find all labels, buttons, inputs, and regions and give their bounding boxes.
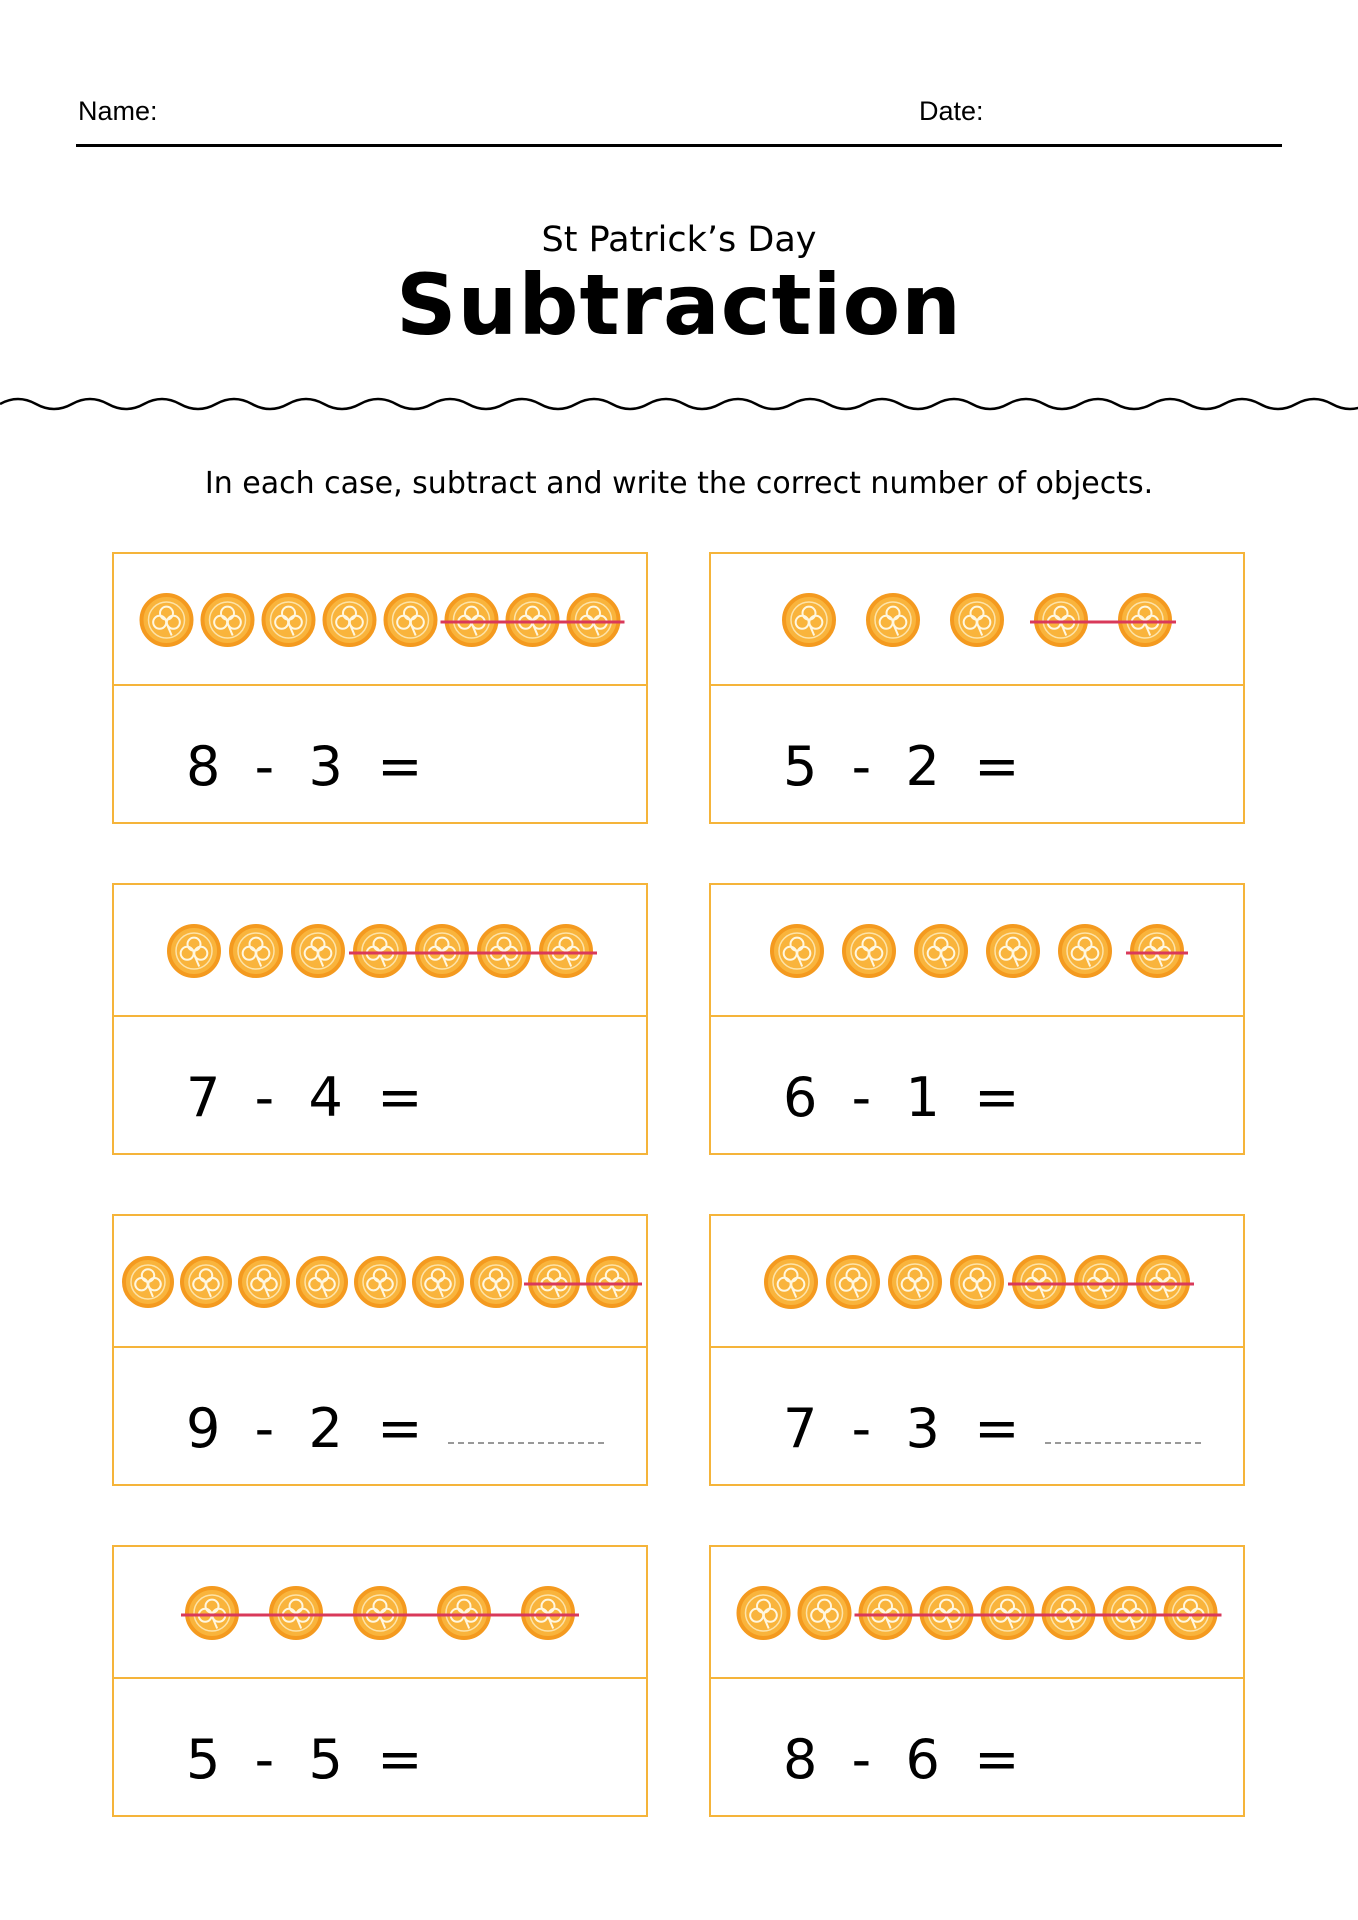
shamrock-coin-icon [325, 595, 375, 645]
coin-row-graphic [711, 1216, 1243, 1344]
answer-blank[interactable] [1045, 1442, 1201, 1444]
shamrock-coin-icon [523, 1588, 573, 1638]
shamrock-coin-icon [298, 1258, 346, 1306]
shamrock-coin-icon [355, 926, 405, 976]
equation-text: 5 - 2 = [783, 735, 1020, 798]
coin-row [114, 1216, 646, 1348]
shamrock-coin-icon [1044, 1588, 1094, 1638]
shamrock-coin-icon [439, 1588, 489, 1638]
shamrock-coin-icon [356, 1258, 404, 1306]
coin-row-graphic [711, 554, 1243, 682]
shamrock-coin-icon [293, 926, 343, 976]
problem-card [709, 1214, 1245, 1486]
equation-text: 7 - 3 = [783, 1397, 1020, 1460]
shamrock-coin-icon [988, 926, 1038, 976]
coin-row-graphic [711, 1547, 1243, 1675]
coin-row-graphic [114, 554, 646, 682]
shamrock-coin-icon [800, 1588, 850, 1638]
shamrock-coin-icon [1166, 1588, 1216, 1638]
shamrock-coin-icon [569, 595, 619, 645]
date-label: Date: [919, 96, 984, 126]
shamrock-coin-icon [1105, 1588, 1155, 1638]
coin-row [711, 554, 1243, 686]
shamrock-coin-icon [355, 1588, 405, 1638]
shamrock-coin-icon [447, 595, 497, 645]
shamrock-coin-icon [1138, 1257, 1188, 1307]
shamrock-coin-icon [784, 595, 834, 645]
problem-card [709, 883, 1245, 1155]
shamrock-coin-icon [952, 1257, 1002, 1307]
shamrock-coin-icon [187, 1588, 237, 1638]
coin-row [114, 1547, 646, 1679]
answer-blank[interactable] [448, 1442, 604, 1444]
shamrock-coin-icon [828, 1257, 878, 1307]
shamrock-coin-icon [142, 595, 192, 645]
shamrock-coin-icon [1060, 926, 1110, 976]
coin-row [114, 554, 646, 686]
shamrock-coin-icon [1076, 1257, 1126, 1307]
coin-row [711, 1547, 1243, 1679]
equation-text: 8 - 3 = [186, 735, 423, 798]
shamrock-coin-icon [124, 1258, 172, 1306]
shamrock-coin-icon [386, 595, 436, 645]
shamrock-coin-icon [890, 1257, 940, 1307]
shamrock-coin-icon [508, 595, 558, 645]
equation-text: 8 - 6 = [783, 1728, 1020, 1791]
coin-row-graphic [114, 1547, 646, 1675]
coin-row [711, 1216, 1243, 1348]
problem-card [112, 1214, 648, 1486]
worksheet-title: Subtraction [396, 256, 962, 354]
problem-card [112, 883, 648, 1155]
header-underline [76, 144, 1282, 147]
coin-row-graphic [114, 885, 646, 1013]
instructions-text: In each case, subtract and write the correct number of objects. [204, 466, 1154, 501]
shamrock-coin-icon [772, 926, 822, 976]
shamrock-coin-icon [1036, 595, 1086, 645]
coin-row-graphic [711, 885, 1243, 1013]
coin-row [711, 885, 1243, 1017]
shamrock-coin-icon [414, 1258, 462, 1306]
shamrock-coin-icon [472, 1258, 520, 1306]
shamrock-coin-icon [1014, 1257, 1064, 1307]
shamrock-coin-icon [203, 595, 253, 645]
shamrock-coin-icon [1120, 595, 1170, 645]
shamrock-coin-icon [271, 1588, 321, 1638]
shamrock-coin-icon [983, 1588, 1033, 1638]
shamrock-coin-icon [169, 926, 219, 976]
problem-card [709, 552, 1245, 824]
equation-text: 6 - 1 = [783, 1066, 1020, 1129]
equation-text: 5 - 5 = [186, 1728, 423, 1791]
shamrock-coin-icon [240, 1258, 288, 1306]
equation-text: 9 - 2 = [186, 1397, 423, 1460]
shamrock-coin-icon [231, 926, 281, 976]
wavy-divider [0, 386, 1358, 426]
shamrock-coin-icon [916, 926, 966, 976]
equation-text: 7 - 4 = [186, 1066, 423, 1129]
shamrock-coin-icon [264, 595, 314, 645]
coin-row [114, 885, 646, 1017]
shamrock-coin-icon [952, 595, 1002, 645]
shamrock-coin-icon [766, 1257, 816, 1307]
shamrock-coin-icon [182, 1258, 230, 1306]
shamrock-coin-icon [1132, 926, 1182, 976]
worksheet-subtitle: St Patrick’s Day [541, 220, 817, 260]
shamrock-coin-icon [861, 1588, 911, 1638]
shamrock-coin-icon [844, 926, 894, 976]
shamrock-coin-icon [541, 926, 591, 976]
shamrock-coin-icon [922, 1588, 972, 1638]
shamrock-coin-icon [739, 1588, 789, 1638]
problem-card [709, 1545, 1245, 1817]
shamrock-coin-icon [479, 926, 529, 976]
coin-row-graphic [114, 1216, 646, 1344]
shamrock-coin-icon [868, 595, 918, 645]
shamrock-coin-icon [417, 926, 467, 976]
shamrock-coin-icon [588, 1258, 636, 1306]
problem-card [112, 552, 648, 824]
name-label: Name: [78, 96, 158, 126]
problem-card [112, 1545, 648, 1817]
shamrock-coin-icon [530, 1258, 578, 1306]
